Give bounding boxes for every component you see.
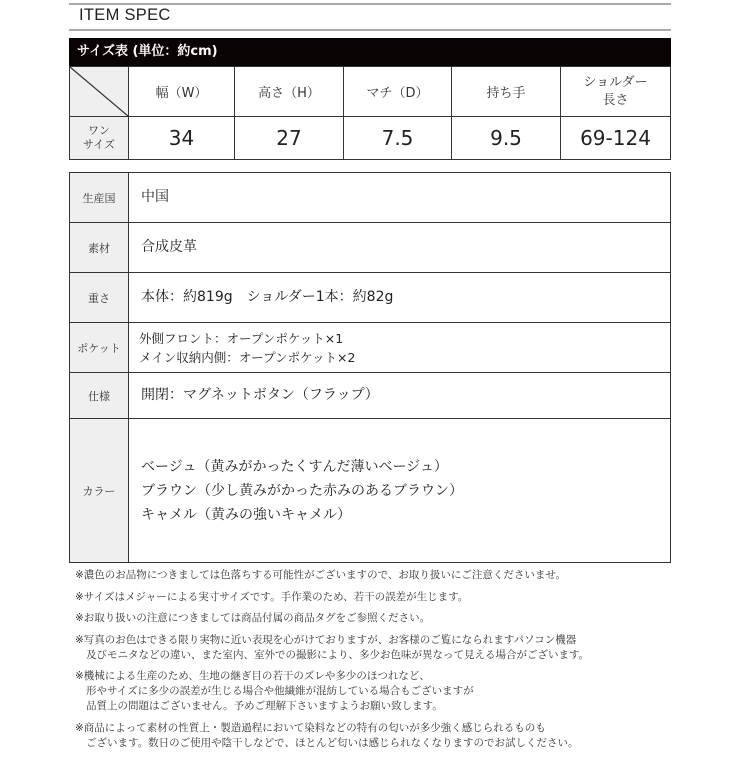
diagonal-line-icon xyxy=(70,67,128,116)
spec-row-color xyxy=(70,419,671,563)
spec-label-weight: 重さ xyxy=(70,273,129,323)
size-table xyxy=(69,66,671,160)
note-line: 及びモニタなどの違い、また室内、室外での撮影により、多少お色味が異なって見える場合がございます。 xyxy=(86,648,590,661)
shoulder-label-line2: 長さ xyxy=(602,92,629,108)
spec-table xyxy=(69,172,671,563)
note-line: ※写真のお色はできる限り実物に近い表現を心がけておりますが、お客様のご覧になられますパソコン機器 xyxy=(75,633,577,646)
value-shoulder-length: 69-124 xyxy=(561,117,671,160)
value-height: 27 xyxy=(235,117,344,160)
spec-row-pocket xyxy=(70,323,671,373)
size-table-row-one-size xyxy=(70,117,671,160)
spec-label-pocket: ポケット xyxy=(70,323,129,373)
note-line: ※お取り扱いの注意につきましては商品付属の商品タグをご参照ください。 xyxy=(75,612,431,624)
spec-row-origin xyxy=(70,173,671,223)
note-line: ※機械による生産のため、生地の継ぎ目の若干のズレや多少のほつれなど、 xyxy=(75,670,430,682)
note-handling xyxy=(75,611,675,626)
spec-value-material: 合成皮革 xyxy=(129,223,671,273)
note-measurement xyxy=(75,590,675,605)
note-line: ※商品によって素材の性質上・製造過程において染料などの特有の匂いが多少強く感じられるものも xyxy=(75,721,546,734)
notes-section xyxy=(75,568,675,757)
column-header-depth: マチ（D） xyxy=(344,67,452,117)
column-header-shoulder-length xyxy=(561,67,671,117)
spec-label-color: カラー xyxy=(70,419,129,563)
row-label-one-size xyxy=(70,117,129,160)
spec-value-origin: 中国 xyxy=(129,173,671,223)
title-divider xyxy=(69,29,671,31)
size-table-corner xyxy=(70,67,129,117)
note-line: ※サイズはメジャーによる実寸サイズです。手作業のため、若干の誤差が生じます。 xyxy=(75,590,469,603)
spec-value-specification: 開閉：マグネットボタン（フラップ） xyxy=(129,373,671,419)
note-machine-production xyxy=(75,669,675,714)
column-header-height: 高さ（H） xyxy=(235,67,344,117)
row-label-line2: サイズ xyxy=(82,138,116,151)
column-header-width: 幅（W） xyxy=(129,67,235,117)
spec-label-material: 素材 xyxy=(70,223,129,273)
spec-row-weight xyxy=(70,273,671,323)
row-label-line1: ワン xyxy=(88,124,110,137)
color-option-brown: ブラウン（少し黄みがかった赤みのあるブラウン） xyxy=(141,482,463,499)
value-width: 34 xyxy=(129,117,235,160)
pocket-line1: 外側フロント：オープンポケット×1 xyxy=(139,330,344,346)
pocket-line2: メイン収納内側：オープンポケット×2 xyxy=(139,349,356,365)
size-table-title: サイズ表 (単位：約cm) xyxy=(69,38,671,66)
column-header-handle: 持ち手 xyxy=(452,67,561,117)
spec-value-pocket xyxy=(129,323,671,373)
spec-value-weight: 本体：約819g ショルダー1本：約82g xyxy=(129,273,671,323)
note-photo-color xyxy=(75,633,675,663)
note-line: 形やサイズに多少の誤差が生じる場合や他繊維が混紡している場合もございますが xyxy=(86,685,474,697)
page-title: ITEM SPEC xyxy=(79,6,171,24)
color-option-camel: キャメル（黄みの強いキャメル） xyxy=(141,506,351,523)
value-depth: 7.5 xyxy=(344,117,452,160)
note-line: 品質上の問題はございません。予めご理解下さいますようお願い致します。 xyxy=(86,700,443,712)
spec-label-origin: 生産国 xyxy=(70,173,129,223)
note-line: ※濃色のお品物につきましては色落ちする可能性がございますので、お取り扱いにご注意くださいませ。 xyxy=(75,569,567,581)
note-line: ございます。数日のご使用や陰干しなどで、ほとんど匂いは感じられなくなりますのでお試しください。 xyxy=(86,736,579,749)
value-handle: 9.5 xyxy=(452,117,561,160)
color-option-beige: ベージュ（黄みがかったくすんだ薄いベージュ） xyxy=(141,458,448,475)
shoulder-label-line1: ショルダー xyxy=(583,74,648,90)
spec-label-specification: 仕様 xyxy=(70,373,129,419)
top-divider xyxy=(69,3,671,5)
note-odor xyxy=(75,721,675,751)
note-color-fading xyxy=(75,568,675,583)
spec-row-specification xyxy=(70,373,671,419)
spec-value-color xyxy=(129,419,671,563)
size-table-header-row xyxy=(70,67,671,117)
spec-row-material xyxy=(70,223,671,273)
